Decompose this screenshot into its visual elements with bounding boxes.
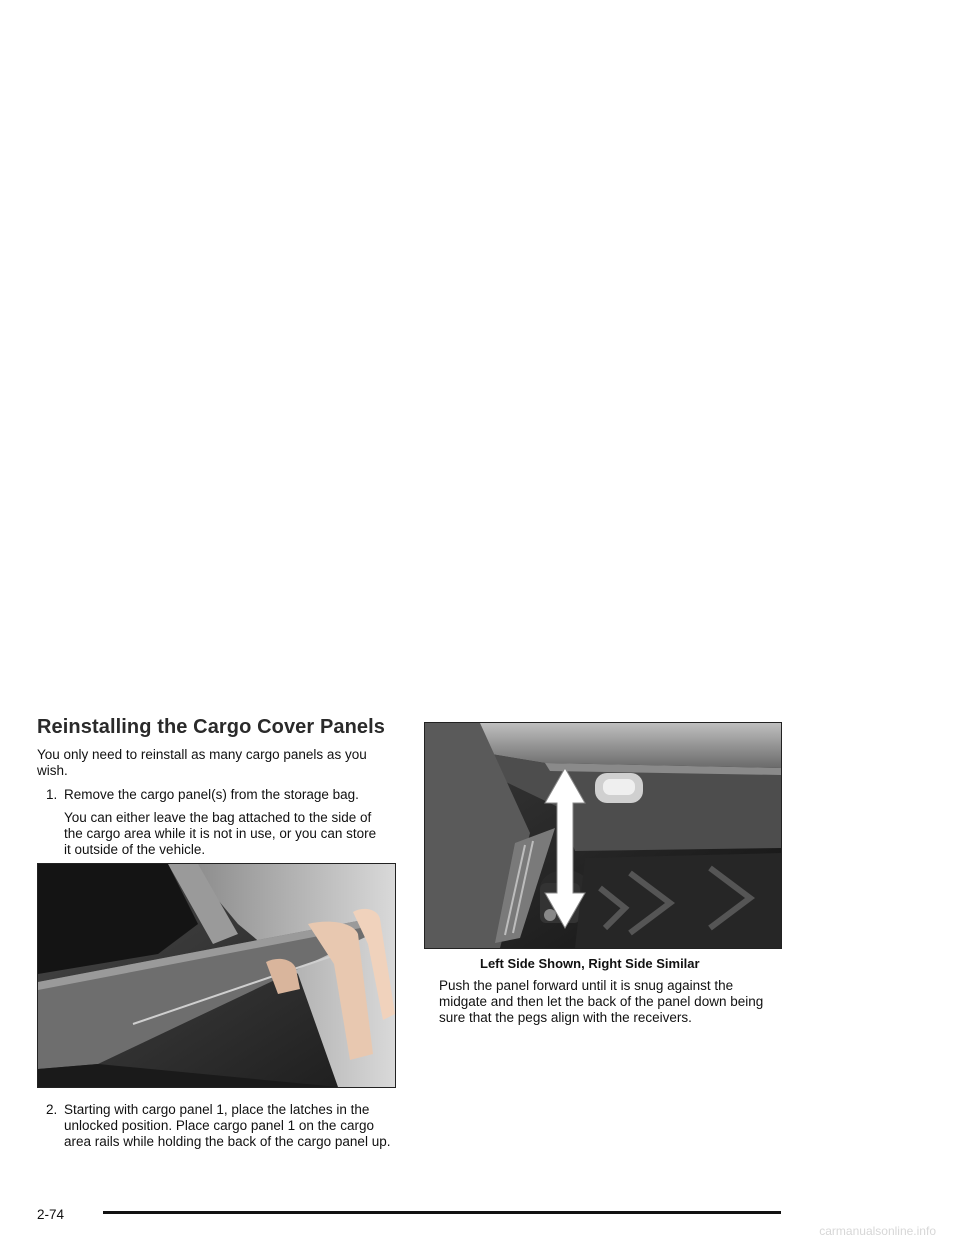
section-title: Reinstalling the Cargo Cover Panels <box>37 716 386 738</box>
page-number: 2-74 <box>37 1207 65 1222</box>
footer-rule <box>103 1211 781 1214</box>
step-1-note: You can either leave the bag attached to the side of the cargo area while it is not in use, or you can store it outside of the vehicle. <box>64 810 377 857</box>
panel-rail-photo <box>424 722 782 949</box>
cargo-panel-photo <box>37 863 396 1088</box>
step-1-number: 1. <box>46 787 58 802</box>
intro-paragraph: You only need to reinstall as many cargo panels as you wish. <box>37 747 367 778</box>
step-2-number: 2. <box>46 1102 58 1117</box>
step-1-text: Remove the cargo panel(s) from the storage bag. <box>64 787 359 802</box>
cargo-panel-illustration <box>38 864 395 1087</box>
panel-rail-illustration <box>425 723 781 948</box>
watermark: carmanualsonline.info <box>819 1224 936 1238</box>
figure-caption: Left Side Shown, Right Side Similar <box>480 956 700 971</box>
step-2-text: Starting with cargo panel 1, place the latches in the unlocked position. Place cargo panel 1 on the cargo area rails while holding the back of the cargo panel up. <box>64 1102 391 1149</box>
right-paragraph: Push the panel forward until it is snug against the midgate and then let the back of the panel down being sure that the pegs align with the receivers. <box>439 978 764 1025</box>
